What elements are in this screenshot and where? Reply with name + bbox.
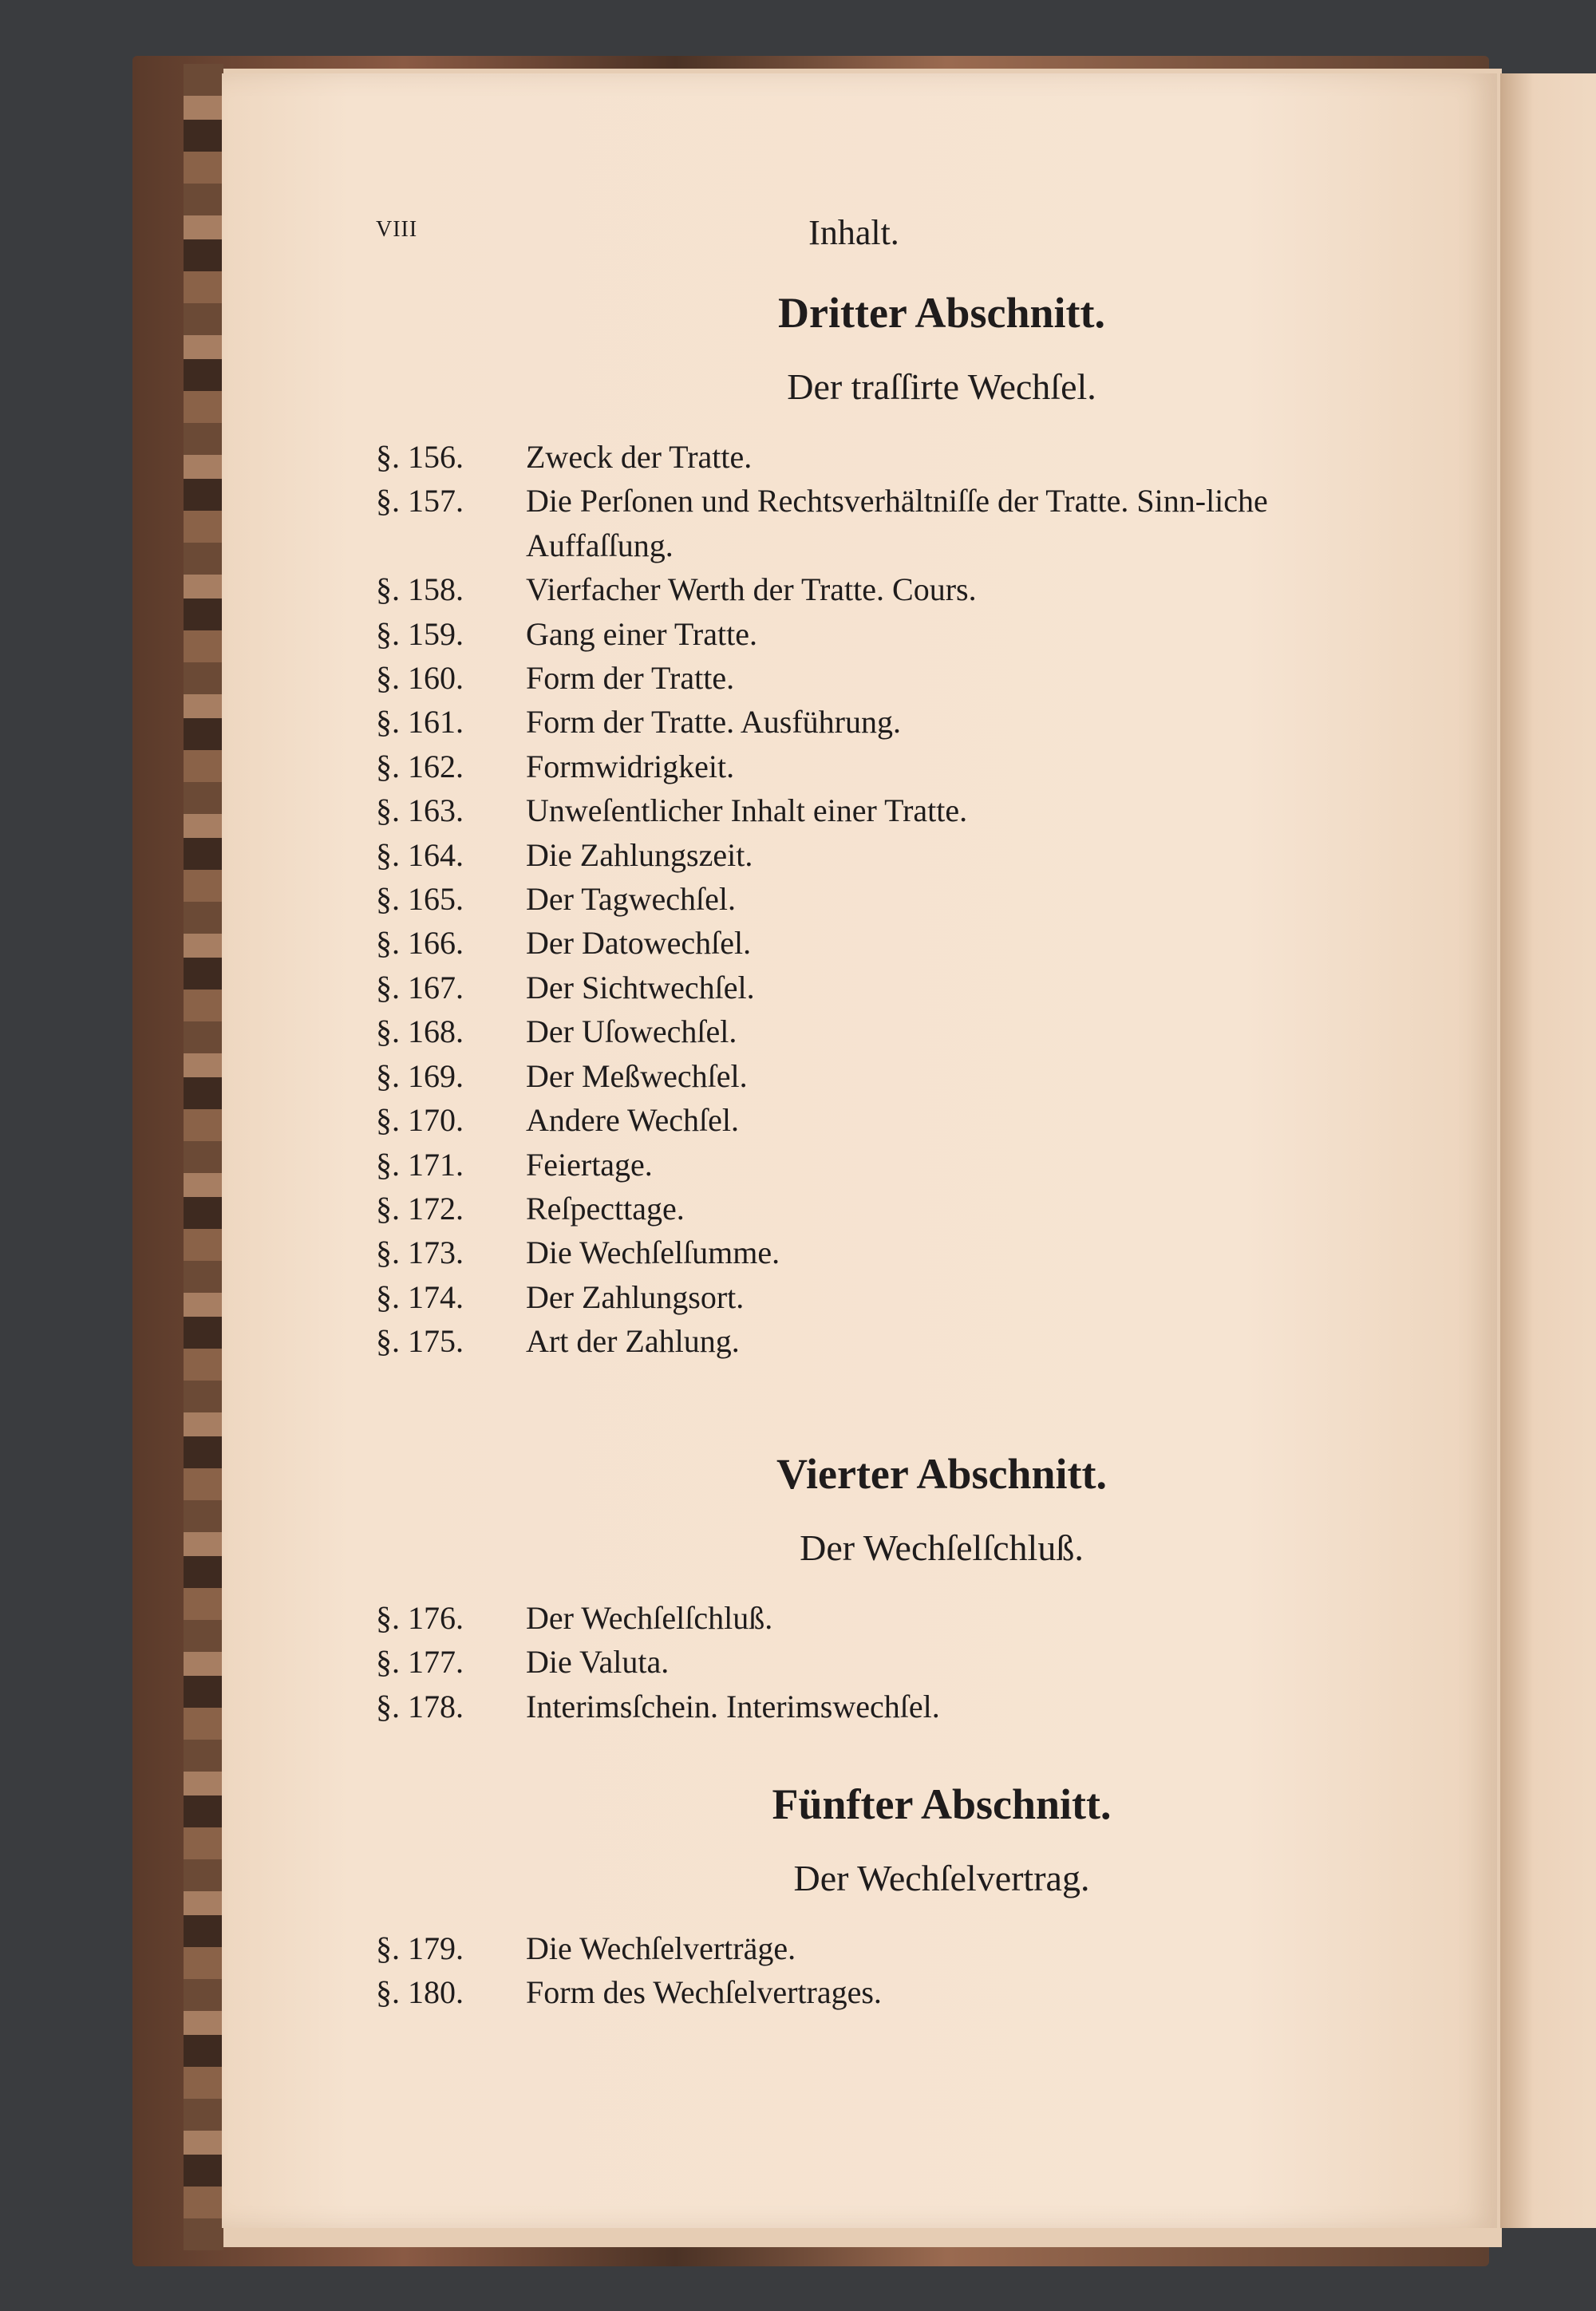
section-number: §. 177. — [376, 1644, 464, 1681]
toc-entry — [351, 1009, 1373, 1053]
toc-entry — [351, 1231, 1373, 1274]
toc-entry — [351, 788, 1373, 832]
entry-title: Art der Zahlung. — [526, 1323, 740, 1360]
entry-title: Der Tagwechſel. — [526, 881, 737, 918]
facing-page — [1500, 73, 1596, 2228]
section-fuenfter — [351, 1768, 1373, 2015]
toc-entry — [351, 1187, 1373, 1231]
section-number: §. 161. — [376, 704, 464, 741]
running-title: Inhalt. — [808, 213, 899, 252]
toc-entry — [351, 966, 1373, 1009]
entry-title: Zweck der Tratte. — [526, 439, 753, 475]
entry-title: Feiertage. — [526, 1146, 653, 1183]
toc-entry — [351, 479, 1373, 567]
toc-entry — [351, 1054, 1373, 1098]
section-subtitle: Der Wechſelvertrag. — [793, 1858, 1090, 1898]
entry-title: Form des Wechſelvertrages. — [526, 1974, 882, 2011]
toc-entry — [351, 1596, 1373, 1640]
toc-entry — [351, 1098, 1373, 1142]
section-number: §. 174. — [376, 1278, 464, 1315]
entry-title: Unweſentlicher Inhalt einer Tratte. — [526, 792, 968, 829]
section-number: §. 169. — [376, 1057, 464, 1094]
section-number: §. 173. — [376, 1235, 464, 1271]
section-number: §. 180. — [376, 1974, 464, 2011]
section-number: §. 166. — [376, 925, 464, 962]
entry-title: Gang einer Tratte. — [526, 615, 757, 652]
toc-entry — [351, 1926, 1373, 1970]
toc-entry — [351, 833, 1373, 877]
section-subtitle: Der traſſirte Wechſel. — [787, 366, 1096, 407]
entry-title: Vierfacher Werth der Tratte. Cours. — [526, 571, 977, 608]
section-number: §. 159. — [376, 615, 464, 652]
entry-title: Form der Tratte. Ausführung. — [526, 704, 901, 741]
section-number: §. 170. — [376, 1102, 464, 1139]
section-heading: Dritter Abschnitt. — [778, 289, 1105, 337]
section-number: §. 163. — [376, 792, 464, 829]
entry-title: Der Meßwechſel. — [526, 1057, 748, 1094]
entry-title: Reſpecttage. — [526, 1190, 685, 1227]
toc-entry — [351, 1970, 1373, 2014]
toc-entry — [351, 1640, 1373, 1684]
section-number: §. 171. — [376, 1146, 464, 1183]
entry-title: Die Perſonen und Rechtsverhältniſſe der Tratte. Sinn-liche Auffaſſung. — [526, 483, 1268, 563]
section-number: §. 175. — [376, 1323, 464, 1360]
entry-title: Der Datowechſel. — [526, 925, 752, 962]
section-number: §. 178. — [376, 1688, 464, 1724]
section-dritter — [351, 277, 1373, 1364]
toc-entry — [351, 1685, 1373, 1728]
section-number: §. 164. — [376, 836, 464, 873]
section-heading: Fünfter Abschnitt. — [772, 1780, 1112, 1828]
section-number: §. 176. — [376, 1600, 464, 1636]
entry-title: Die Wechſelſumme. — [526, 1235, 780, 1271]
entry-title: Die Zahlungszeit. — [526, 836, 753, 873]
section-number: §. 172. — [376, 1190, 464, 1227]
toc-entry — [351, 656, 1373, 700]
entry-title: Die Wechſelverträge. — [526, 1930, 796, 1966]
entry-title: Der Sichtwechſel. — [526, 969, 755, 1005]
toc-entry — [351, 1319, 1373, 1363]
section-number: §. 158. — [376, 571, 464, 608]
entry-title: Form der Tratte. — [526, 660, 735, 697]
toc-entry — [351, 745, 1373, 788]
toc-entries — [351, 435, 1373, 1364]
section-vierter — [351, 1438, 1373, 1728]
section-heading: Vierter Abschnitt. — [776, 1450, 1107, 1498]
section-number: §. 167. — [376, 969, 464, 1005]
section-subtitle: Der Wechſelſchluß. — [800, 1527, 1084, 1568]
section-number: §. 160. — [376, 660, 464, 697]
toc-entries — [351, 1926, 1373, 2015]
toc-entry — [351, 612, 1373, 656]
section-number: §. 179. — [376, 1930, 464, 1966]
toc-entry — [351, 1143, 1373, 1187]
entry-title: Der Uſowechſel. — [526, 1013, 737, 1050]
toc-entry — [351, 877, 1373, 921]
section-number: §. 157. — [376, 483, 464, 519]
entry-title: Formwidrigkeit. — [526, 748, 735, 784]
entry-title: Der Wechſelſchluß. — [526, 1600, 773, 1636]
toc-entry — [351, 921, 1373, 965]
entry-title: Andere Wechſel. — [526, 1102, 740, 1139]
section-number: §. 165. — [376, 881, 464, 918]
toc-entry — [351, 700, 1373, 744]
section-number: §. 162. — [376, 748, 464, 784]
section-number: §. 168. — [376, 1013, 464, 1050]
entry-title: Der Zahlungsort. — [526, 1278, 745, 1315]
toc-entry — [351, 567, 1373, 611]
entry-title: Die Valuta. — [526, 1644, 670, 1681]
toc-entry — [351, 1275, 1373, 1319]
toc-entries — [351, 1596, 1373, 1728]
marbled-cover-edge — [184, 64, 223, 2250]
entry-title: Interimsſchein. Interimswechſel. — [526, 1688, 940, 1724]
page-number: VIII — [376, 217, 418, 242]
section-number: §. 156. — [376, 439, 464, 475]
toc-entry — [351, 435, 1373, 479]
